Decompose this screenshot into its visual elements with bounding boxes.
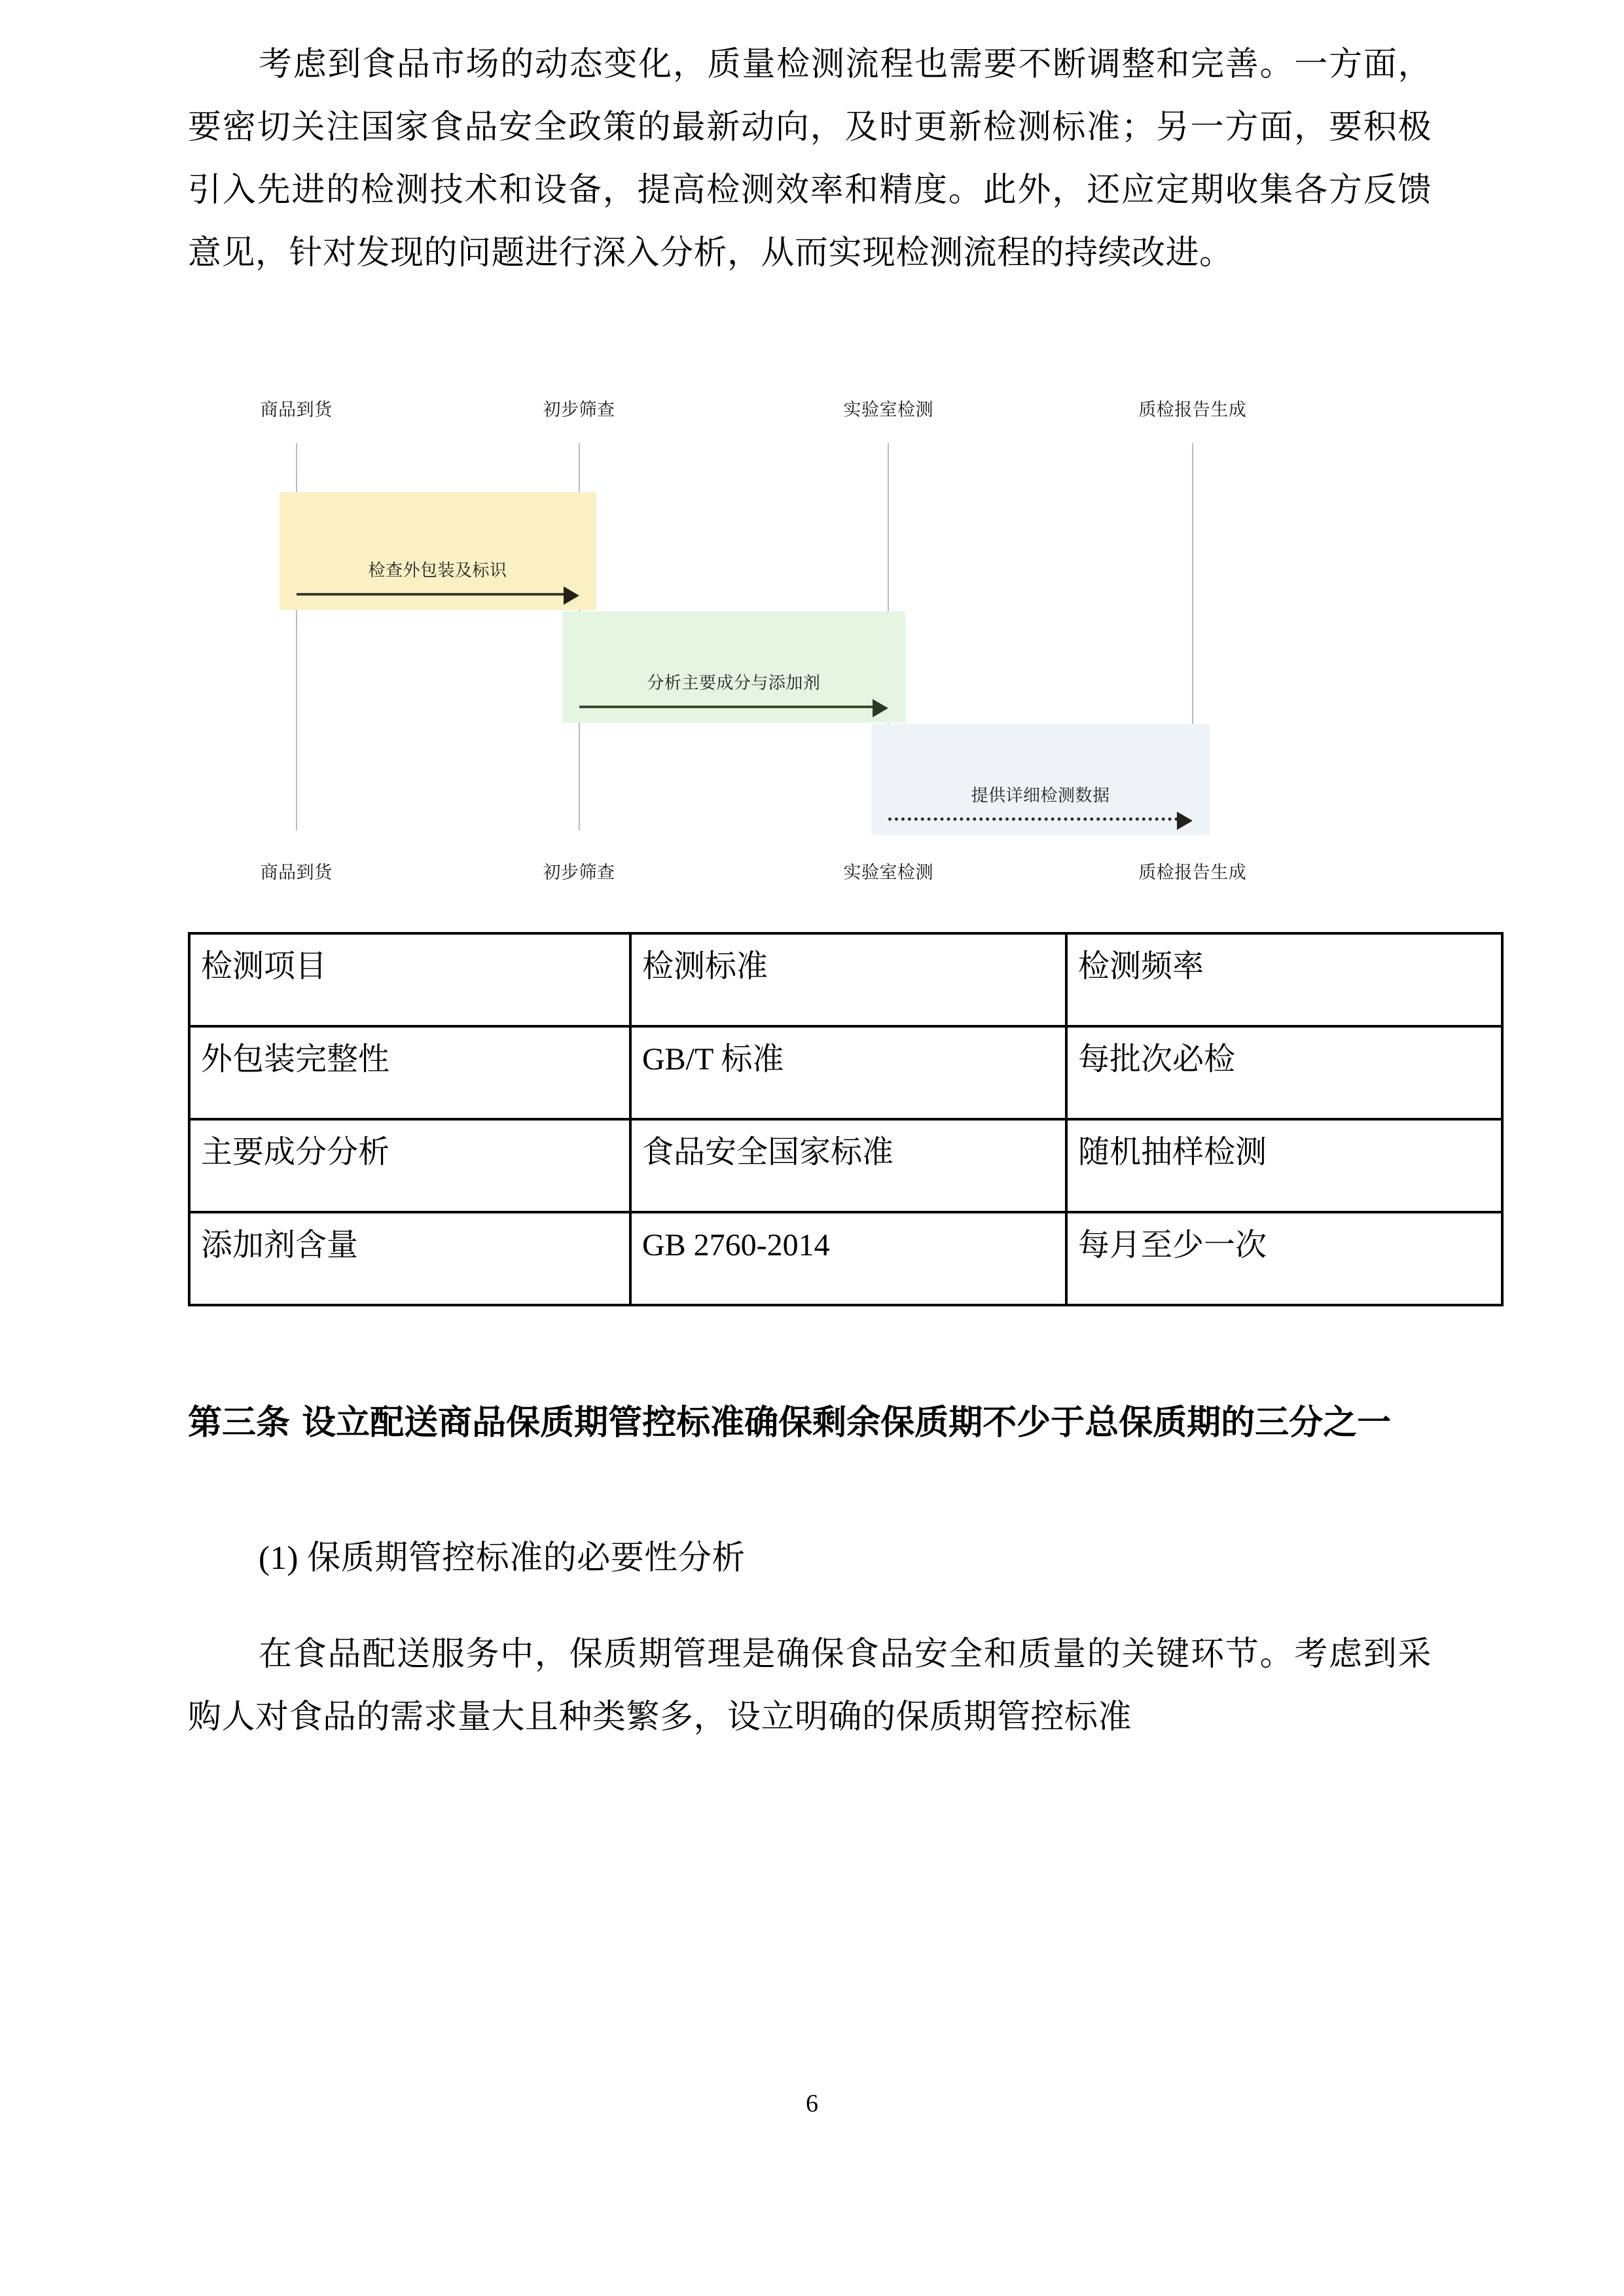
table-header-cell: 检测标准	[630, 933, 1066, 1026]
actor-label-bottom-2: 实验室检测	[843, 863, 933, 883]
table-header-cell: 检测项目	[189, 933, 630, 1026]
table-cell: GB 2760-2014	[630, 1212, 1066, 1305]
table-header-row	[189, 933, 1502, 1026]
actor-label-top-0: 商品到货	[260, 400, 333, 420]
actor-label-top-3: 质检报告生成	[1138, 400, 1247, 420]
paragraph-shelf-life-necessity: 在食品配送服务中，保质期管理是确保食品安全和质量的关键环节。考虑到采购人对食品的需求量大且种类繁多，设立明确的保质期管控标准	[188, 1636, 1432, 1736]
section-heading-article-3: 第三条 设立配送商品保质期管控标准确保剩余保质期不少于总保质期的三分之一	[188, 1403, 1392, 1443]
table-cell: 每批次必检	[1066, 1026, 1502, 1119]
table-cell: 添加剂含量	[189, 1212, 630, 1305]
sequence-diagram	[260, 395, 1342, 893]
table-row	[189, 1212, 1502, 1305]
table-row	[189, 1119, 1502, 1212]
table-cell: 食品安全国家标准	[630, 1119, 1066, 1212]
table-cell: 每月至少一次	[1066, 1212, 1502, 1305]
page-number: 6	[806, 2090, 818, 2117]
table-cell: 外包装完整性	[189, 1026, 630, 1119]
sequence-message-0	[297, 492, 579, 610]
table-cell: GB/T 标准	[630, 1026, 1066, 1119]
spacer	[188, 1306, 1432, 1357]
spacer	[188, 893, 1432, 932]
inspection-table	[188, 932, 1504, 1306]
sequence-message-1	[579, 611, 889, 723]
message-label-1: 分析主要成分与添加剂	[647, 673, 821, 693]
spacer	[188, 318, 1432, 395]
table-cell: 随机抽样检测	[1066, 1119, 1502, 1212]
page-content	[188, 0, 1432, 1782]
actor-label-bottom-0: 商品到货	[260, 863, 333, 883]
subsection-heading-1: (1) 保质期管控标准的必要性分析	[259, 1540, 746, 1577]
message-arrow-line-1	[579, 706, 876, 708]
actor-label-top-2: 实验室检测	[843, 400, 933, 420]
sequence-message-2	[888, 724, 1193, 835]
table-cell: 主要成分分析	[189, 1119, 630, 1212]
message-arrow-line-0	[297, 593, 566, 596]
message-label-2: 提供详细检测数据	[971, 786, 1110, 806]
table-row	[189, 1026, 1502, 1119]
actor-label-top-1: 初步筛查	[543, 400, 615, 420]
table-header-cell: 检测频率	[1066, 933, 1502, 1026]
message-arrow-line-2	[888, 817, 1178, 821]
arrow-head-icon-0	[564, 586, 579, 605]
sequence-diagram-figure	[188, 395, 1432, 893]
actor-label-bottom-1: 初步筛查	[543, 863, 615, 883]
arrow-head-icon-1	[873, 699, 888, 717]
actor-label-bottom-3: 质检报告生成	[1138, 863, 1247, 883]
message-label-0: 检查外包装及标识	[368, 561, 507, 581]
message-note-0	[280, 492, 596, 610]
spacer	[188, 1488, 1432, 1494]
arrow-head-icon-2	[1177, 812, 1193, 830]
paragraph-quality-process: 考虑到食品市场的动态变化，质量检测流程也需要不断调整和完善。一方面，要密切关注国家食品安全政策的最新动向，及时更新检测标准；另一方面，要积极引入先进的检测技术和设备，提高检测效率和精度。此外，还应定期收集各方反馈意见，针对发现的问题进行深入分析，从而实现检测流程的持续改进。	[188, 46, 1432, 272]
